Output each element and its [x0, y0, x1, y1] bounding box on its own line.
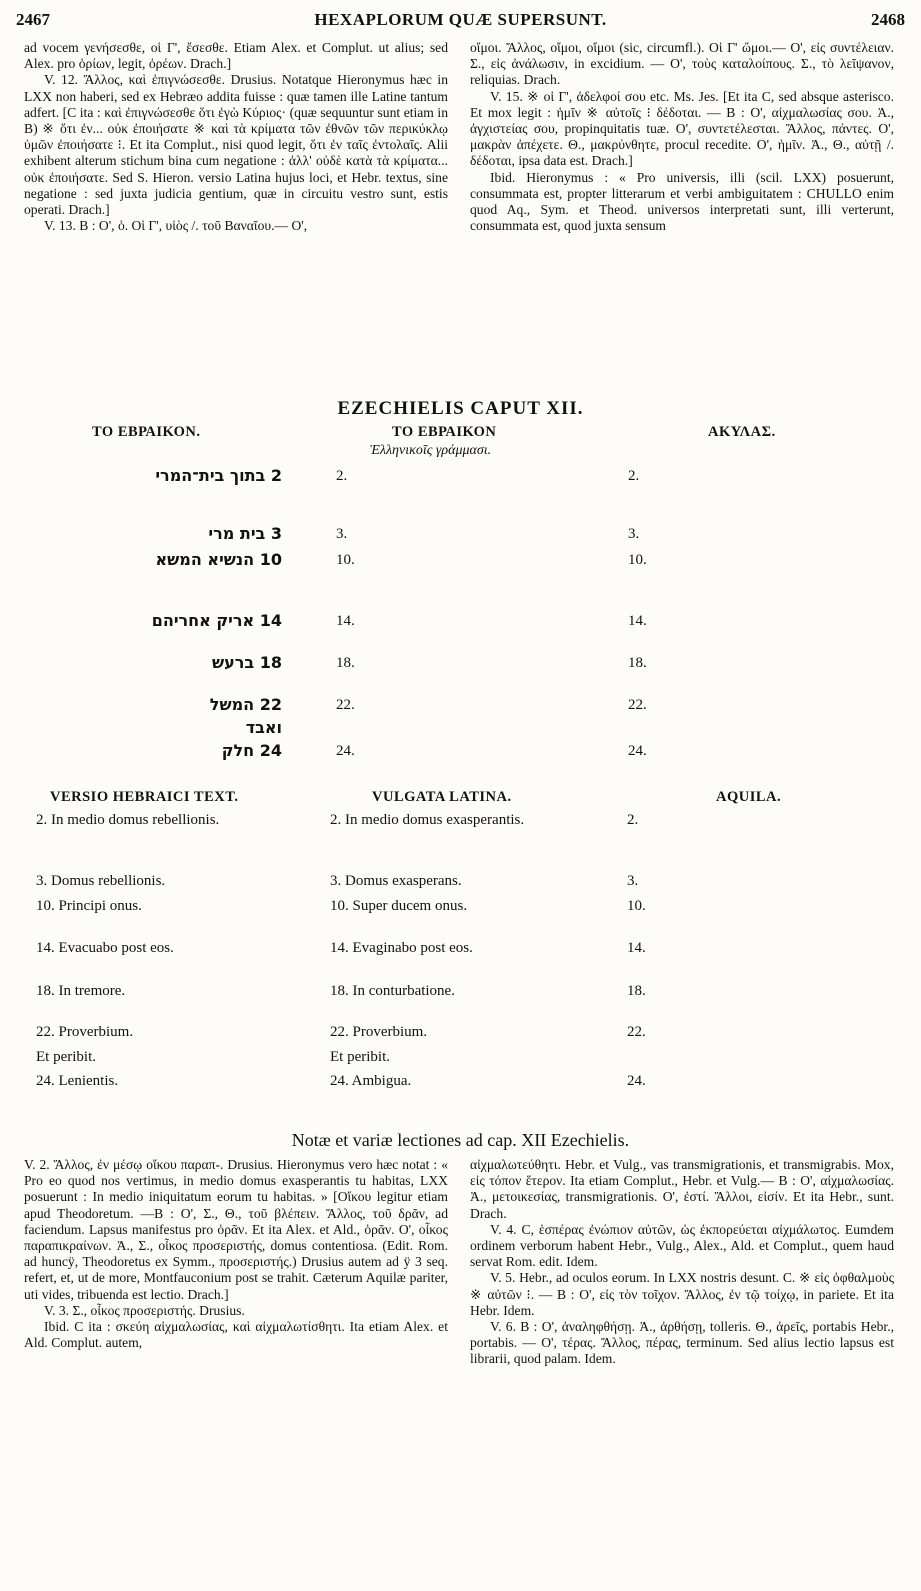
verse-number: 18. — [628, 655, 647, 671]
paragraph: V. 15. ※ οἱ Γ', ἀδελφοί σου etc. Ms. Jes. [Et ita C, sed absque asterisco. Et mox legit : ἡμῖν ※ αὐτοῖς ⁝ δέδοται. — B : Ο', αἰχμαλωσίας σου. Ἀ., ἀγχιστείας σου, propinquitatis tuæ. Ο', συντετέλεσται. Ἄλλος, πάντες. Ο', μακρὰν ἀπέχετε. Θ., μακρύνθητε, procul recedite. Ο', ἡμῖν. Ἀ., Θ., αὐτῇ /. δέδοται, ipsa data est. Drach.] — [470, 88, 894, 169]
vulgata-line: 3. Domus exasperans. — [330, 873, 462, 889]
column-header-vulgata: VULGATA LATINA. — [372, 789, 512, 805]
top-left-column — [24, 40, 448, 234]
column-header-aquila: ΑΚΥΛΑΣ. — [708, 424, 776, 440]
paragraph: V. 3. Σ., οἶκος προσεριστής. Drusius. — [44, 1302, 245, 1318]
aquila-line: 2. — [627, 812, 639, 828]
hebrew-line: 22 המשל — [209, 695, 282, 714]
hebrew-line: 10 הנשיא המשא — [155, 550, 282, 569]
verse-number: 10. — [336, 552, 355, 568]
paragraph: V. 5. Hebr., ad oculos eorum. In LXX nostris desunt. C. ※ εἰς ὀφθαλμοὺς ※ αὐτῶν ⁝. — B : Ο', εἰς τὸν τοῖχον. Ἄλλος, ἐν τῷ τοίχῳ, in pariete. Et ita Hebr. Idem. — [470, 1270, 894, 1318]
verse-number: 14. — [628, 613, 647, 629]
versio-line: 3. Domus rebellionis. — [36, 873, 166, 889]
hebrew-line: ואבד — [245, 718, 282, 737]
notes-title: Notæ et variæ lectiones ad cap. XII Ezechielis. — [291, 1130, 630, 1150]
top-right-column — [470, 40, 894, 234]
running-header — [16, 10, 905, 36]
paragraph: V. 4. C, ἑσπέρας ἐνώπιον αὐτῶν, ὡς ἐκπορεύεται αἰχμάλωτος. Eumdem ordinem verborum habent Hebr., Vulg., Alex., Ald. et Complut., quem haud servat Rom. edit. Idem. — [470, 1221, 894, 1270]
versio-line: 24. Lenientis. — [36, 1073, 119, 1089]
versio-line: 2. In medio domus rebellionis. — [36, 812, 220, 828]
versio-line: 18. In tremore. — [36, 983, 126, 999]
hebrew-line: 24 חלק — [221, 741, 282, 760]
notes-right-column — [470, 1157, 894, 1368]
aquila-line: 18. — [627, 983, 646, 999]
aquila-line: 3. — [627, 873, 639, 889]
hebrew-line: 3 בית מרי — [208, 524, 282, 543]
versio-line: Et peribit. — [36, 1049, 96, 1065]
column-header-versio: VERSIO HEBRAICI TEXT. — [50, 789, 239, 805]
verse-number: 2. — [336, 468, 348, 484]
paragraph: V. 2. Ἄλλος, ἐν μέσῳ οἴκου παραπ-. Drusius. Hieronymus vero hæc notat : « Pro eo quod nos vertimus, in medio domus exasperantis tu habitas, LXX posuerunt : In medio iniquitatum eorum tu habitas. » [Οἴκου legitur etiam apud Theodoretum. —B : Ο', Σ., Θ., τοῦ βλέπειν. Ἄλλος, τοῦ δρᾶν, ad faciendum. Lapsus manifestus pro ὁρᾶν. Et ita Alex. et Ald., ὁρᾶν. Ο', οἶκος παραπικραίνων. Ἀ., Σ., οἶκος προσεριστής, domus contentiosa. (Edit. Rom. ad huncÿ, Theodoretus ex Symm., προσεριστής.) Drusius autem ad ÿ 3 seq. refert, et, ut de more, Montfauconium post se trahit. Cæterum Aquilæ pariter, uti vides, tribuenda est lectio. Drach.] — [24, 1157, 448, 1302]
paragraph: αἰχμαλωτεύθητι. Hebr. et Vulg., vas transmigrationis, et transmigrabis. Mox, εἰς τόπον ἕτερον. Ita etiam Complut., Hebr. et Vulg.— B : Ο', αἰχμαλωσίας. Ἀ., μετοικεσίας, transmigrationis. Ο', ἐστί. Ἄλλοι, εἰσίν. Et ita Hebr., sunt. Drach. — [470, 1157, 894, 1221]
aquila-line: 24. — [627, 1073, 646, 1089]
column-header-aquila: AQUILA. — [716, 789, 782, 805]
verse-number: 22. — [628, 697, 647, 713]
vulgata-line: 10. Super ducem onus. — [330, 898, 468, 914]
page-number-left: 2467 — [16, 10, 50, 29]
vulgata-line: 14. Evaginabo post eos. — [330, 940, 473, 956]
vulgata-line: 2. In medio domus exasperantis. — [330, 812, 525, 828]
chapter-title: EZECHIELIS CAPUT XII. — [337, 398, 584, 419]
versio-line: 22. Proverbium. — [36, 1024, 134, 1040]
paragraph: V. 6. B : Ο', ἀναληφθήσῃ. Ἀ., ἀρθήσῃ, tolleris. Θ., ἀρεῖς, portabis Hebr., portabis. — Ο', τέρας. Ἄλλος, πέρας, terminum. Sed alius lectio lapsus est librarii, quod palam. Idem. — [470, 1319, 894, 1367]
verse-number: 22. — [336, 697, 355, 713]
verse-number: 10. — [628, 552, 647, 568]
aquila-line: 10. — [627, 898, 646, 914]
notes-left-column — [24, 1157, 448, 1351]
paragraph: οἴμοι. Ἄλλος, οἴμοι, οἴμοι (sic, circumfl.). Οἱ Γ' ὤμοι.— Ο', εἰς συντέλειαν. Σ., εἰς ἀνάλωσιν, in excidium. — Ο', τοὺς καταλοίπους. Σ., τὸ λεῖψανον, reliquias. Drach. — [470, 40, 894, 88]
running-title: HEXAPLORUM QUÆ SUPERSUNT. — [314, 10, 607, 29]
verse-number: 24. — [628, 743, 647, 759]
column-subheader: Ἑλληνικοῖς γράμμασι. — [370, 443, 492, 458]
verse-number: 2. — [628, 468, 640, 484]
column-header-greek-letters: ΤΟ ΕΒΡΑΙΚΟΝ — [392, 424, 497, 440]
verse-number: 14. — [336, 613, 355, 629]
page-number-right: 2468 — [871, 10, 905, 29]
aquila-line: 14. — [627, 940, 646, 956]
paragraph: V. 13. B : Ο', ὁ. Οἱ Γ', υἱὸς /. τοῦ Βαναῖου.— Ο', — [44, 218, 308, 234]
versio-line: 10. Principi onus. — [36, 898, 142, 914]
verse-number: 18. — [336, 655, 355, 671]
paragraph: ad vocem γενήσεσθε, οἱ Γ', ἔσεσθε. Etiam Alex. et Complut. ut alius; sed Alex. pro ὁρίων, legit, ὀρέων. Drach.] — [24, 40, 448, 72]
verse-number: 24. — [336, 743, 355, 759]
paragraph: V. 12. Ἄλλος, καὶ ἐπιγνώσεσθε. Drusius. Notatque Hieronymus hæc in LXX non haberi, sed ex Hebræo addita fuisse : quæ tamen ille Latine tantum adfert. [C ita : καὶ ἐπιγνώσεσθε ὅτι ἐγὼ Κύριος· (quæ sequuntur sunt etiam in B) ※ ὅτι ἐν... οὐκ ἐποιήσατε ※ καὶ τὰ κρίματα τῶν ἐθνῶν τῶν περικύκλῳ ὑμῶν ἐποιήσατε ⁝. Et ita Complut., nisi quod legit, ὅτι ἐν ταῖς ἐντολαῖς. Alii exhibent alterum stichum bina cum negatione : ἀλλ' οὐδὲ κατὰ τὰ κρίματα... οὐκ ἐποιήσατε. Sed S. Hieron. versio Latina hujus loci, et Hebr. textus, sine negatione : sed juxta judicia gentium, quæ in circuitu vestro sunt, estis operati. Drach.] — [24, 72, 448, 218]
versio-line: 14. Evacuabo post eos. — [36, 940, 174, 956]
vulgata-line: Et peribit. — [330, 1049, 390, 1065]
vulgata-line: 18. In conturbatione. — [330, 983, 455, 999]
aquila-line: 22. — [627, 1024, 646, 1040]
paragraph: Ibid. C ita : σκεύη αἰχμαλωσίας, καὶ αἰχμαλωτίσθητι. Ita etiam Alex. et Ald. Complut. autem, — [24, 1319, 448, 1351]
hebrew-line: 2 בתוך בית־המרי — [155, 466, 282, 485]
vulgata-line: 22. Proverbium. — [330, 1024, 428, 1040]
verse-number: 3. — [336, 526, 348, 542]
vulgata-line: 24. Ambigua. — [330, 1073, 412, 1089]
column-header-hebrew: ΤΟ ΕΒΡΑΙΚΟΝ. — [92, 424, 201, 440]
hebrew-line: 14 אריק אחריהם — [151, 611, 282, 630]
verse-number: 3. — [628, 526, 640, 542]
paragraph: Ibid. Hieronymus : « Pro universis, illi (scil. LXX) posuerunt, consummata est, propter litterarum et verbi ambiguitatem : CHULLO enim quod Aq., Sym. et Theod. universos interpretati sunt, illi verterunt, consummata est, quod juxta sensum — [470, 169, 894, 234]
hebrew-line: 18 ברעש — [211, 653, 282, 672]
